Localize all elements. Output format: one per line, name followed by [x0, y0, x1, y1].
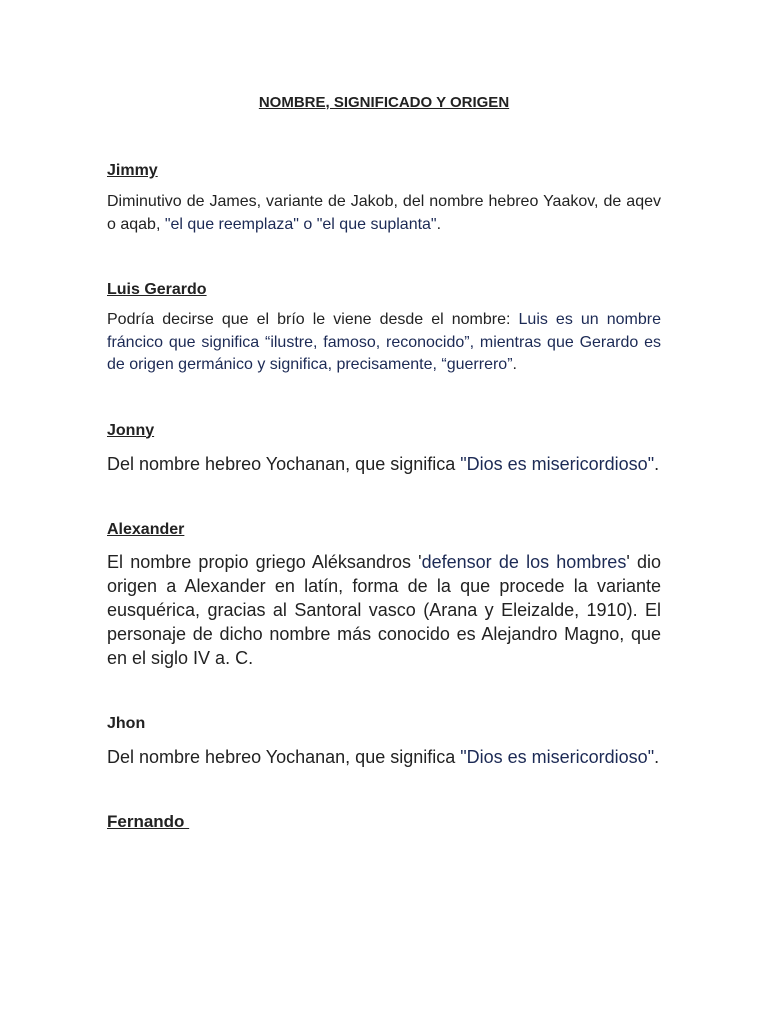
section-paragraph — [107, 452, 661, 476]
paragraph-highlight: "Dios es misericordioso" — [460, 453, 655, 474]
paragraph-text-end: ' dio origen a Alexander en latín, forma de la que procede la variante eusquérica, gracias al Santoral vasco (Arana y Eleizalde, 1910). El personaje de dicho nombre más conocido es Alejandro Magno, que en el siglo IV a. C. — [107, 551, 661, 668]
section-paragraph — [107, 745, 661, 769]
section-fernando — [107, 811, 661, 833]
section-paragraph — [107, 191, 661, 236]
section-paragraph — [107, 309, 661, 377]
section-paragraph — [107, 550, 661, 670]
section-alexander — [107, 519, 661, 670]
section-heading: Alexander — [107, 520, 185, 538]
paragraph-text: Del nombre hebreo Yochanan, que significa — [107, 746, 461, 767]
paragraph-text-end: . — [436, 215, 442, 233]
paragraph-text: El nombre propio griego Aléksandros ' — [107, 551, 422, 572]
paragraph-text-end: . — [654, 453, 660, 474]
paragraph-highlight: defensor de los hombres — [421, 551, 627, 572]
section-heading: Luis Gerardo — [107, 281, 207, 298]
paragraph-highlight: Luis es un nombre fráncico que significa “ilustre, famoso, reconocido”, mientras que Gerardo es de origen germánico y significa, precisamente, “guerrero” — [107, 311, 661, 373]
section-heading: Jhon — [107, 714, 146, 732]
paragraph-text: Diminutivo de James, variante de Jakob, del nombre hebreo Yaakov, de aqev o aqab, — [107, 193, 661, 233]
section-jonny — [107, 420, 661, 476]
section-heading: Jimmy — [107, 162, 158, 179]
section-heading: Fernando — [107, 811, 190, 831]
paragraph-text-end: . — [512, 356, 517, 373]
paragraph-text: Podría decirse que el brío le viene desde el nombre: — [107, 311, 519, 328]
paragraph-text: Del nombre hebreo Yochanan, que significa — [107, 453, 461, 474]
document-title: NOMBRE, SIGNIFICADO Y ORIGEN — [258, 94, 510, 111]
document-body — [107, 92, 661, 841]
section-jhon — [107, 713, 661, 769]
paragraph-highlight: "el que reemplaza" o "el que suplanta" — [164, 215, 437, 233]
section-jimmy — [107, 160, 661, 236]
section-luis-gerardo — [107, 279, 661, 377]
paragraph-text-end: . — [654, 746, 660, 767]
section-heading: Jonny — [107, 421, 155, 439]
paragraph-highlight: "Dios es misericordioso" — [460, 746, 655, 767]
